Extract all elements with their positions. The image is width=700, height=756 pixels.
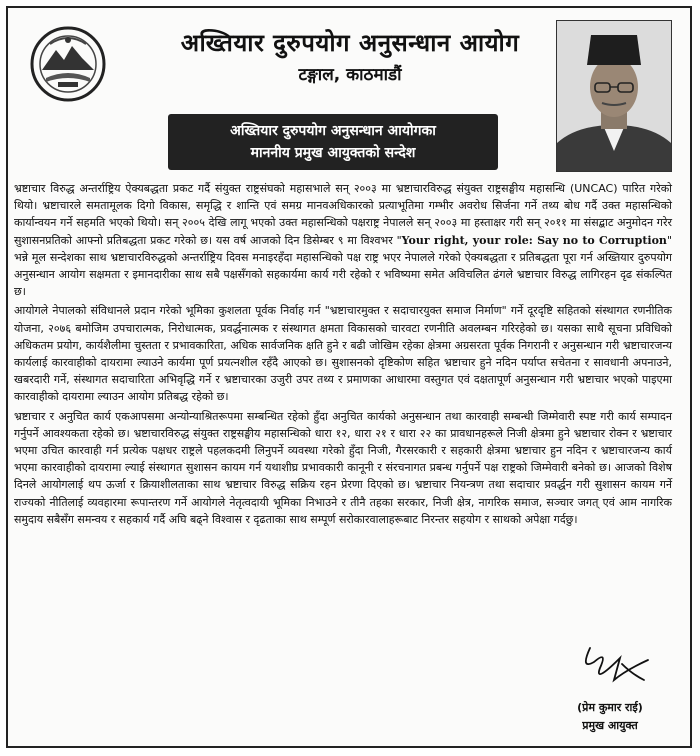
paragraph-1-text-b: " भन्ने मूल सन्देशका साथ भ्रष्टाचारविरुद्धको अन्तर्राष्ट्रिय दिवस मनाइरहँदा महासन्धिको पक्ष राष्ट्र भएर नेपालले गरेको ऐक्यबद्धता र प्रतिबद्धता पूरा गर्न अख्तियार दुरुपयोग अनुसन्धान आयोग सक्षमता र इमानदारीका साथ सबै पक्षसँगको सहकार्यमा कार्य गरी रहेको र भविष्यमा समेत अविचलित ढंगले भ्रष्टाचार विरुद्ध लागिरहन दृढ संकल्पित छ। — [14, 233, 672, 299]
organization-name: अख्तियार दुरुपयोग अनुसन्धान आयोग — [180, 29, 520, 57]
signatory-title: प्रमुख आयुक्त — [582, 719, 638, 732]
organization-location: टङ्गाल, काठमाडौं — [298, 65, 402, 85]
banner-line-2: माननीय प्रमुख आयुक्तको सन्देश — [250, 145, 416, 161]
message-paragraph-3: भ्रष्टाचार र अनुचित कार्य एकआपसमा अन्योन्याश्रितरूपमा सम्बन्धित रहेको हुँदा अनुचित कार्यको अनुसन्धान तथा कारवाही सम्बन्धी जिम्मेवारी स्पष्ट गरी कार्य सम्पादन गर्नुपर्ने आवश्यकता रहेको छ। भ्रष्टाचारविरुद्ध संयुक्त राष्ट्रसङ्घीय महासन्धिको धारा १२, धारा २१ र धारा २२ का प्रावधानहरूले निजी क्षेत्रमा हुने भ्रष्टाचार रोक्न र भ्रष्टाचार भएमा उचित कारवाही गर्न प्रत्येक पक्षधर राष्ट्रले पहलकदमी लिनुपर्ने व्यवस्था गरेको हुँदा निजी, गैरसरकारी र सहकारी क्षेत्रमा भ्रष्टाचार हुन नदिन र भ्रष्टाचारजन्य कार्य भएमा कारवाहीको दायरामा ल्याई संस्थागत सुशासन कायम गर्न यथाशीघ्र प्रभावकारी कानूनी र संरचनागत प्रबन्ध गर्नुपर्ने पक्ष राष्ट्रको जिम्मेवारी बनेको छ। आजको विशेष दिनले आयोगलाई थप ऊर्जा र क्रियाशीलताका साथ भ्रष्टाचार विरुद्ध सक्रिय रहन प्रेरणा दिएको छ। भ्रष्टाचार नियन्त्रण तथा सदाचार प्रवर्द्धन गरी सुशासन कायम गर्ने राज्यको नीतिलाई व्यवहारमा रूपान्तरण गर्ने आयोगले नेतृत्वदायी भूमिका निभाउने र तीनै तहका सरकार, निजी क्षेत्र, नागरिक समाज, सञ्चार जगत् एवं आम नागरिक समुदाय सबैसँग समन्वय र सहकार्य गर्दै अघि बढ्ने विश्वास र दृढताका साथ सम्पूर्ण सरोकारवालाहरूबाट निरन्तर सहयोग र साथको अपेक्षा गर्दछु। — [14, 409, 672, 526]
message-paragraph-1 — [14, 180, 672, 300]
message-body — [14, 180, 672, 530]
handwritten-signature — [560, 640, 670, 690]
campaign-slogan: Your right, your role: Say no to Corruption — [401, 233, 667, 247]
banner-line-1: अख्तियार दुरुपयोग अनुसन्धान आयोगका — [230, 123, 436, 139]
signatory-name: (प्रेम कुमार राई) — [577, 701, 643, 714]
chief-commissioner-portrait-icon — [557, 21, 671, 171]
message-paragraph-2: आयोगले नेपालको संविधानले प्रदान गरेको भूमिका कुशलता पूर्वक निर्वाह गर्न "भ्रष्टाचारमुक्त र सदाचारयुक्त समाज निर्माण" गर्ने दूरदृष्टि सहितको संस्थागत रणनीतिक योजना, २०७६ बमोजिम उपचारात्मक, निरोधात्मक, प्रवर्द्धनात्मक र संस्थागत क्षमता विकासको चारवटा रणनीति अवलम्बन गरिरहेको छ। यसका साथै सूचना प्रविधिको अधिकतम प्रयोग, कार्यशैलीमा चुस्तता र प्रभावकारिता, अधिक सार्वजनिक क्षति हुने र बढी जोखिम रहेका क्षेत्रमा अग्रसरता पूर्वक निगरानी र अनुसन्धान गरी भ्रष्टाचारजन्य कार्यलाई कारवाहीको दायरामा ल्याउने कार्यमा पूर्ण प्रयत्नशील रहँदै आएको छ। सुशासनको दृष्टिकोण सहित भ्रष्टाचार हुने नदिन पर्याप्त सचेतना र सावधानी अपनाउने, खबरदारी गर्ने, संस्थागत सदाचारिता अभिवृद्धि गर्ने र भ्रष्टाचारका उजुरी उपर तथ्य र प्रमाणका आधारमा वस्तुगत एवं दक्षतापूर्ण अनुसन्धान गरी भ्रष्टाचार भएको पाइएमा कारवाहीको दायरामा ल्याउन आयोग प्रतिबद्ध रहेको छ। — [14, 304, 672, 404]
message-title-banner — [168, 114, 498, 170]
paragraph-1-text-a: भ्रष्टाचार विरुद्ध अन्तर्राष्ट्रिय ऐक्यबद्धता प्रकट गर्दै संयुक्त राष्ट्रसंघको महासभाले सन् २००३ मा भ्रष्टाचारविरुद्ध संयुक्त राष्ट्रसङ्घीय महासन्धि (UNCAC) पारित गरेको थियो। भ्रष्टाचारले समतामूलक दिगो विकास, समृद्धि र शान्ति एवं समग्र मानवअधिकारको प्रत्याभूतिमा गम्भीर अवरोध सिर्जना गर्ने तथ्य बोध गर्दै उक्त महासन्धिको कार्यान्वयन गर्ने सहमति भएको थियो। सन् २००५ देखि लागू भएको उक्त महासन्धिको पक्षराष्ट्र नेपालले सन् २००३ मा हस्ताक्षर गरी सन् २०११ मा संसद्बाट अनुमोदन गरेर सुशासनप्रतिको आफ्नो प्रतिबद्धता प्रकट गरेको छ। यस वर्ष आजको दिन डिसेम्बर ९ मा विश्वभर " — [14, 182, 672, 247]
portrait-frame — [556, 20, 672, 172]
nepal-government-emblem-icon — [28, 24, 108, 104]
